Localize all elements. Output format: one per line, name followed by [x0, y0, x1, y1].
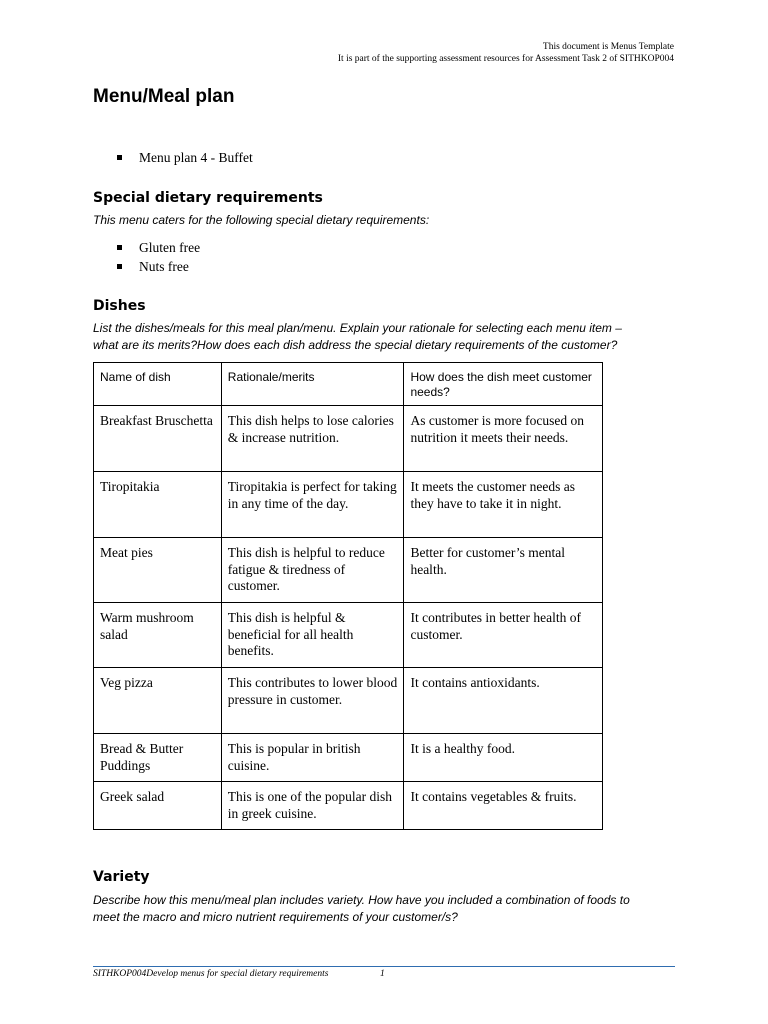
- dietary-item-label: Nuts free: [139, 259, 189, 274]
- dish-name-cell: Warm mushroom salad: [94, 603, 222, 668]
- rationale-cell: This contributes to lower blood pressure in customer.: [221, 668, 404, 734]
- table-header-row: [94, 363, 603, 406]
- special-dietary-heading: Special dietary requirements: [93, 190, 323, 206]
- column-header-rationale: Rationale/merits: [221, 363, 404, 406]
- page-footer: [93, 969, 385, 979]
- variety-heading: Variety: [93, 869, 150, 885]
- list-item: [116, 238, 200, 257]
- rationale-cell: This is popular in british cuisine.: [221, 734, 404, 782]
- footer-divider: [93, 966, 675, 967]
- variety-note-line-1: Describe how this menu/meal plan includes variety. How have you included a combination of foods to: [93, 893, 630, 907]
- list-item: [116, 257, 200, 276]
- page-title: Menu/Meal plan: [93, 86, 235, 107]
- column-header-name: Name of dish: [94, 363, 222, 406]
- needs-cell: It contains vegetables & fruits.: [404, 782, 603, 830]
- dietary-item-label: Gluten free: [139, 240, 201, 255]
- dish-name-cell: Breakfast Bruschetta: [94, 406, 222, 472]
- dishes-note-line-2: what are its merits?How does each dish address the special dietary requirements of the customer?: [93, 338, 618, 352]
- page-number: 1: [380, 969, 385, 979]
- table-row: [94, 734, 603, 782]
- document-header: [338, 41, 674, 65]
- variety-note: [93, 892, 630, 926]
- header-line-1: This document is Menus Template: [542, 42, 674, 52]
- dishes-note-line-1: List the dishes/meals for this meal plan/menu. Explain your rationale for selecting each menu item –: [93, 321, 622, 335]
- table-row: [94, 603, 603, 668]
- table-row: [94, 538, 603, 603]
- dish-name-cell: Meat pies: [94, 538, 222, 603]
- variety-note-line-2: meet the macro and micro nutrient requirements of your customer/s?: [93, 910, 458, 924]
- square-bullet-icon: [117, 264, 122, 269]
- dish-name-cell: Bread & Butter Puddings: [94, 734, 222, 782]
- special-dietary-note: This menu caters for the following special dietary requirements:: [93, 213, 430, 227]
- dish-name-cell: Greek salad: [94, 782, 222, 830]
- needs-cell: It is a healthy food.: [404, 734, 603, 782]
- menu-plan-list: [116, 148, 253, 167]
- list-item: [116, 148, 253, 167]
- table-row: [94, 406, 603, 472]
- rationale-cell: This is one of the popular dish in greek cuisine.: [221, 782, 404, 830]
- dishes-table: [93, 362, 603, 830]
- table-row: [94, 472, 603, 538]
- rationale-cell: This dish is helpful & beneficial for all health benefits.: [221, 603, 404, 668]
- needs-cell: It meets the customer needs as they have to take it in night.: [404, 472, 603, 538]
- rationale-cell: This dish is helpful to reduce fatigue & tiredness of customer.: [221, 538, 404, 603]
- dishes-heading: Dishes: [93, 298, 146, 314]
- rationale-cell: Tiropitakia is perfect for taking in any time of the day.: [221, 472, 404, 538]
- footer-text: SITHKOP004Develop menus for special dietary requirements: [93, 969, 329, 979]
- square-bullet-icon: [117, 245, 122, 250]
- needs-cell: It contains antioxidants.: [404, 668, 603, 734]
- menu-plan-label: Menu plan 4 - Buffet: [139, 150, 253, 165]
- dish-name-cell: Veg pizza: [94, 668, 222, 734]
- needs-cell: As customer is more focused on nutrition it meets their needs.: [404, 406, 603, 472]
- header-line-2: It is part of the supporting assessment resources for Assessment Task 2 of SITHKOP004: [337, 54, 674, 64]
- dish-name-cell: Tiropitakia: [94, 472, 222, 538]
- rationale-cell: This dish helps to lose calories & increase nutrition.: [221, 406, 404, 472]
- table-row: [94, 668, 603, 734]
- table-row: [94, 782, 603, 830]
- dietary-requirements-list: [116, 238, 200, 276]
- needs-cell: It contributes in better health of customer.: [404, 603, 603, 668]
- needs-cell: Better for customer’s mental health.: [404, 538, 603, 603]
- dishes-note: [93, 320, 622, 354]
- square-bullet-icon: [117, 155, 122, 160]
- column-header-needs: How does the dish meet customer needs?: [404, 363, 603, 406]
